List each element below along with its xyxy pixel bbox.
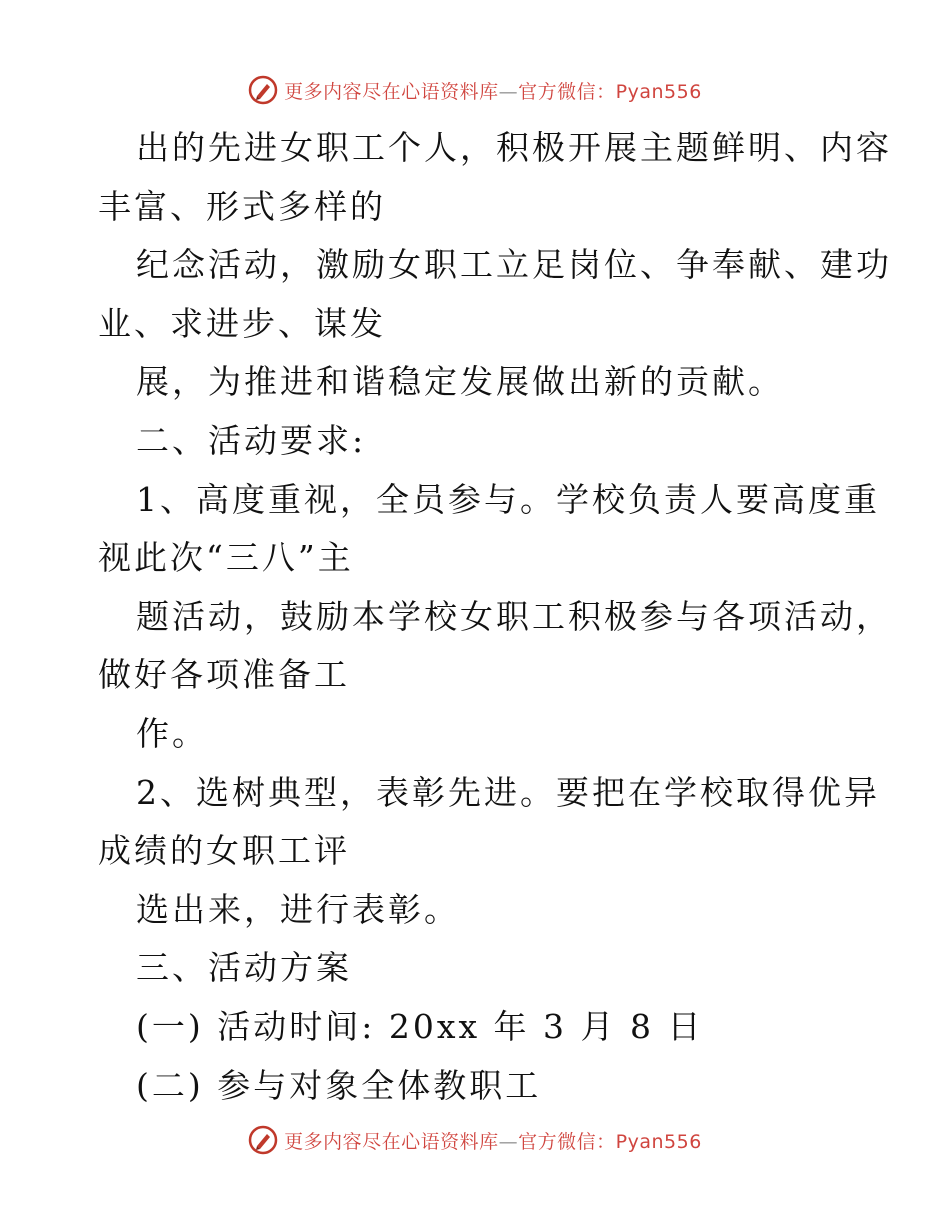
- paragraph-line: (一) 活动时间: 20xx 年 3 月 8 日: [136, 1006, 704, 1046]
- paragraph-line: 成绩的女职工评: [98, 831, 350, 871]
- paragraph-line: 视此次“三八”主: [98, 538, 354, 578]
- document-body: [98, 119, 892, 1115]
- paragraph-line: 1、高度重视，全员参与。学校负责人要高度重: [136, 479, 880, 519]
- paragraph-line: 选出来，进行表彰。: [136, 889, 460, 929]
- section-heading: 二、活动要求:: [136, 420, 367, 460]
- paragraph-line: (二) 参与对象全体教职工: [136, 1065, 542, 1105]
- paragraph-line: 出的先进女职工个人，积极开展主题鲜明、内容: [136, 128, 892, 167]
- header-banner-dash: —: [498, 80, 519, 103]
- footer-banner-text: [284, 1127, 702, 1154]
- paragraph-line: 纪念活动，激励女职工立足岗位、争奉献、建功: [136, 245, 892, 285]
- header-banner-main: 更多内容尽在心语资料库: [284, 80, 499, 103]
- paragraph-line: 2、选树典型，表彰先进。要把在学校取得优异: [136, 772, 880, 812]
- paragraph-line: 做好各项准备工: [98, 655, 350, 695]
- paragraph-line: 作。: [136, 713, 208, 753]
- footer-banner-wechat: 官方微信：Pyan556: [518, 1130, 702, 1153]
- header-banner: [0, 70, 950, 110]
- pen-logo-icon: [248, 75, 278, 105]
- header-banner-wechat: 官方微信：Pyan556: [518, 80, 702, 103]
- paragraph-line: 展，为推进和谐稳定发展做出新的贡献。: [136, 362, 784, 402]
- paragraph-line: 题活动，鼓励本学校女职工积极参与各项活动，: [136, 596, 892, 636]
- header-banner-text: [284, 77, 702, 104]
- footer-banner: [0, 1120, 950, 1160]
- section-heading: 三、活动方案: [136, 948, 352, 988]
- pen-logo-icon: [248, 1125, 278, 1155]
- footer-banner-main: 更多内容尽在心语资料库: [284, 1130, 499, 1153]
- footer-banner-dash: —: [498, 1130, 519, 1153]
- paragraph-line: 丰富、形式多样的: [98, 186, 386, 226]
- paragraph-line: 业、求进步、谋发: [98, 303, 386, 343]
